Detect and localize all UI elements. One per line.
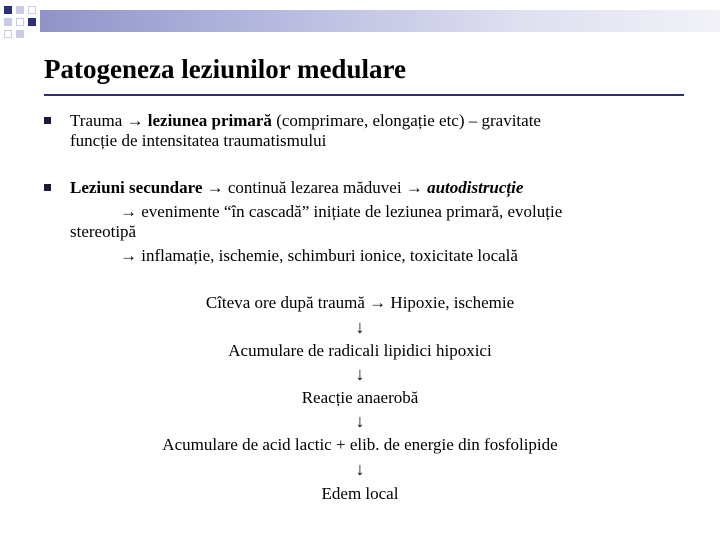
decor-square [4, 6, 12, 14]
bullet-2-line-3: stereotipă [70, 222, 137, 241]
top-gradient-bar [40, 10, 720, 32]
flow-step-5: Edem local [321, 484, 399, 503]
bullet-1-rest: (comprimare, elongație etc) – gravitate [271, 111, 541, 130]
bullet-2-line-1 [70, 178, 523, 197]
bullet-1-prefix: Trauma → [70, 111, 148, 130]
bullet-2-line-4: → inflamație, ischemie, schimburi ionice, toxicitate locală [120, 246, 518, 265]
decor-square [16, 18, 24, 26]
down-arrow-icon: ↓ [355, 411, 365, 431]
bullet-2-bold: Leziuni secundare [70, 178, 203, 197]
bullet-1-line-2: funcție de intensitatea traumatismului [70, 131, 327, 150]
flow-step-1: Cîteva ore după traumă → Hipoxie, ischemie [205, 293, 515, 312]
decor-square [16, 30, 24, 38]
flow-step-3: Reacție anaerobă [301, 388, 419, 407]
flow-step-2: Acumulare de radicali lipidici hipoxici [228, 341, 492, 360]
slide-title: Patogeneza leziunilor medulare [44, 54, 406, 84]
decor-square [4, 30, 12, 38]
down-arrow-icon: ↓ [355, 459, 365, 479]
down-arrow-icon: ↓ [355, 364, 365, 384]
decor-square [16, 6, 24, 14]
bullet-2-bolditalic: autodistrucție [427, 178, 524, 197]
bullet-2-mid: → continuă lezarea măduvei → [202, 178, 428, 197]
decor-square [28, 6, 36, 14]
flow-step-4: Acumulare de acid lactic + elib. de energie din fosfolipide [162, 435, 558, 454]
bullet-1-line-1 [70, 111, 541, 130]
decor-square [28, 18, 36, 26]
decor-square [4, 18, 12, 26]
bullet-2-line-2: → evenimente “în cascadă” inițiate de leziunea primară, evoluție [120, 202, 563, 221]
title-divider [44, 94, 684, 96]
square-bullet-icon [44, 117, 51, 124]
down-arrow-icon: ↓ [355, 317, 365, 337]
bullet-1-bold: leziunea primară [147, 111, 272, 130]
square-bullet-icon [44, 184, 51, 191]
